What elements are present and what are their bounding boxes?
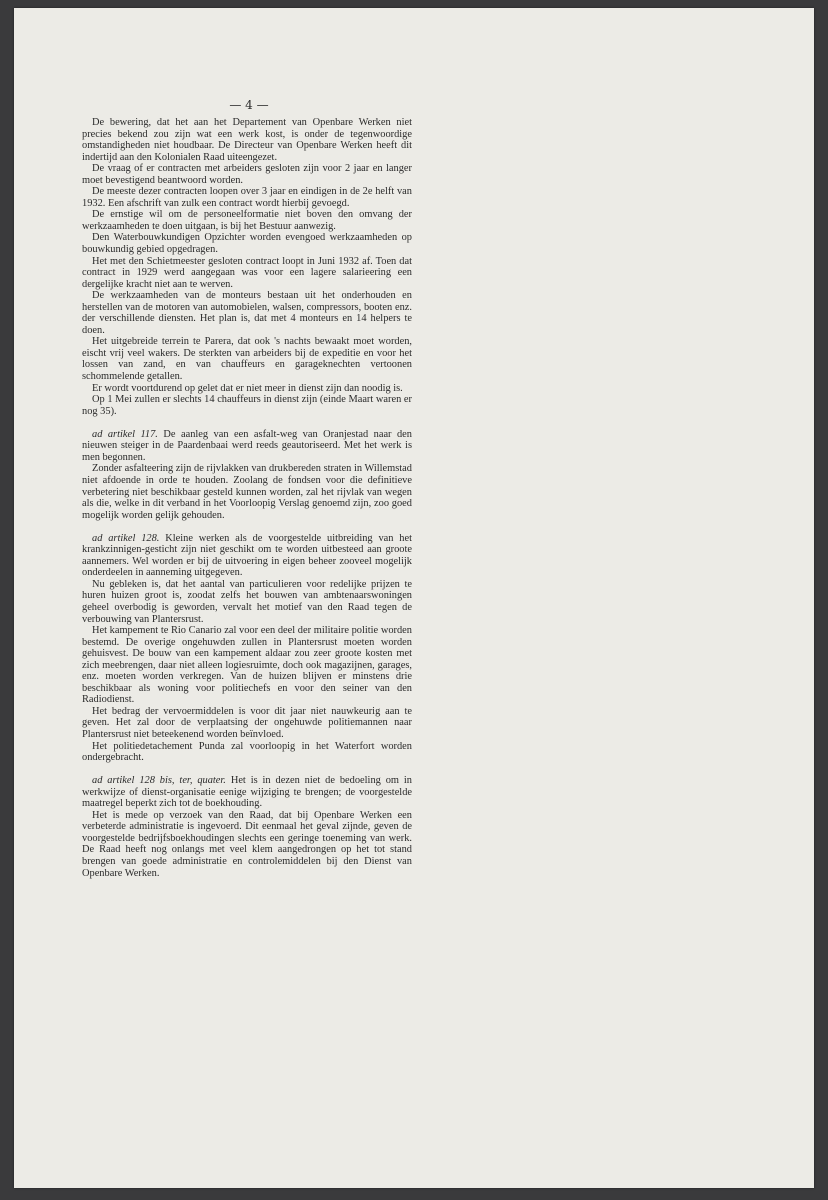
paragraph-text: Er wordt voortdurend op gelet dat er niet meer in dienst zijn dan noodig is.	[92, 382, 403, 394]
paragraph-text: Het kampement te Rio Canario zal voor een deel der militaire politie worden bestemd. De overige ongehuwden zullen in Plantersrust moeten worden gehuisvest. De bouw van een kampement aldaar zou zeer groote kosten met zich meebrengen, daar niet alleen logiesruimte, doch ook magazijnen, garages, enz. moeten worden verkregen. Van de huizen blijven er minstens drie beschikbaar als woning voor politiechefs en voor den seiner van den Radiodienst.	[82, 625, 412, 706]
paragraph	[82, 810, 412, 879]
paragraph	[82, 429, 412, 464]
paragraph	[82, 394, 412, 417]
paragraph-text: Den Waterbouwkundigen Opzichter worden evengoed werkzaamheden op bouwkundig gebied opgedragen.	[82, 232, 412, 256]
paragraph-text: Het uitgebreide terrein te Parera, dat ook 's nachts bewaakt moet worden, eischt vrij veel wakers. De sterkten van arbeiders bij de expeditie en voor het lossen van zand, en van chauffeurs en garageknechten vertoonen schommelende getallen.	[82, 336, 412, 383]
paragraph	[82, 533, 412, 579]
paragraph-text: Het is mede op verzoek van den Raad, dat bij Openbare Werken een verbeterde administratie is ingevoerd. Dit eenmaal het geval zijnde, geven de voorgestelde bedrijfsboekhoudingen slechts een geringe toeneming van werk. De Raad heeft nog onlangs met veel klem aangedrongen op het tot stand brengen van goede administratie en controlemiddelen bij den Dienst van Openbare Werken.	[82, 809, 412, 879]
paragraph	[82, 163, 412, 186]
paragraph-text: Nu gebleken is, dat het aantal van particulieren voor redelijke prijzen te huren huizen groot is, zoodat zelfs het bouwen van ambtenaarswoningen geheel overbodig is geworden, vervalt het motief van den Raad tegen de verbouwing van Plantersrust.	[82, 578, 412, 625]
paragraph	[82, 232, 412, 255]
paragraph	[82, 186, 412, 209]
paragraph	[82, 383, 412, 395]
paragraph	[82, 625, 412, 706]
article-label: ad artikel 128 bis, ter, quater.	[92, 775, 226, 787]
section-gap	[82, 764, 412, 776]
page-number: — 4 —	[229, 98, 269, 112]
paragraph-text: Op 1 Mei zullen er slechts 14 chauffeurs in dienst zijn (einde Maart waren er nog 35).	[82, 394, 412, 417]
paragraph-text: De bewering, dat het aan het Departement van Openbare Werken niet precies bekend zou zijn wat een werk kost, is onder de tegenwoordige omstandigheden niet houdbaar. De Directeur van Openbare Werken heeft dit indertijd aan den Kolonialen Raad uiteengezet.	[82, 117, 412, 163]
section-gap	[82, 417, 412, 429]
paragraph	[82, 256, 412, 291]
paragraph-text: De meeste dezer contracten loopen over 3 jaar en eindigen in de 2e helft van 1932. Een afschrift van zulk een contract wordt hierbij gevoegd.	[82, 186, 412, 209]
body-text	[82, 117, 412, 879]
paragraph-text: Het met den Schietmeester gesloten contract loopt in Juni 1932 af. Toen dat contract in 1929 werd aangegaan was voor een lagere salarieering een dergelijke kracht niet aan te werven.	[82, 255, 412, 290]
paragraph	[82, 117, 412, 163]
paragraph	[82, 209, 412, 232]
paragraph-text: Kleine werken als de voorgestelde uitbreiding van het krankzinnigen-gesticht zijn niet geschikt om te worden uitbesteed aan groote aannemers. Wel worden er bij de uitvoering in eigen beheer zooveel mogelijk onderdeelen in aanneming uitgegeven.	[82, 532, 412, 579]
paragraph	[82, 706, 412, 741]
paragraph-text: Het bedrag der vervoermiddelen is voor dit jaar niet nauwkeurig aan te geven. Het zal door de verplaatsing der ongehuwde politiemannen naar Plantersrust niet beteekenend worden beïnvloed.	[82, 705, 412, 740]
paragraph-text: De ernstige wil om de personeelformatie niet boven den omvang der werkzaamheden te doen uitgaan, is bij het Bestuur aanwezig.	[82, 209, 412, 232]
paragraph-text: Zonder asfalteering zijn de rijvlakken van drukbereden straten in Willemstad niet afdoende in orde te houden. Zoolang de fondsen voor die definitieve verbetering niet beschikbaar gesteld kunnen worden, zal het rijvlak van wegen als die, welke in dit verband in het Voorloopig Verslag genoemd zijn, zoo goed mogelijk worden gelijk gehouden.	[82, 463, 412, 521]
document-page	[14, 8, 814, 1188]
article-label: ad artikel 128.	[92, 532, 160, 544]
paragraph	[82, 741, 412, 764]
paragraph-text: De werkzaamheden van de monteurs bestaan uit het onderhouden en herstellen van de motoren van automobielen, walsen, compressors, booten enz. der verschillende diensten. Het plan is, dat met 4 monteurs en 14 helpers te doen.	[82, 290, 412, 336]
paragraph	[82, 463, 412, 521]
paragraph-text: Het is in dezen niet de bedoeling om in werkwijze of dienst-organisatie eenige wijziging te brengen; de voorgestelde maatregel beperkt zich tot de boekhouding.	[82, 775, 412, 810]
paragraph	[82, 775, 412, 810]
paragraph-text: Het politiedetachement Punda zal voorloopig in het Waterfort worden ondergebracht.	[82, 740, 412, 764]
paragraph	[82, 290, 412, 336]
paragraph	[82, 336, 412, 382]
paragraph	[82, 579, 412, 625]
article-label: ad artikel 117.	[92, 428, 158, 440]
paragraph-text: De aanleg van een asfalt-weg van Oranjestad naar den nieuwen steiger in de Paardenbaai werd reeds geautoriseerd. Met het werk is men begonnen.	[82, 428, 412, 463]
paragraph-text: De vraag of er contracten met arbeiders gesloten zijn voor 2 jaar en langer moet bevestigend beantwoord worden.	[82, 163, 412, 186]
section-gap	[82, 521, 412, 533]
